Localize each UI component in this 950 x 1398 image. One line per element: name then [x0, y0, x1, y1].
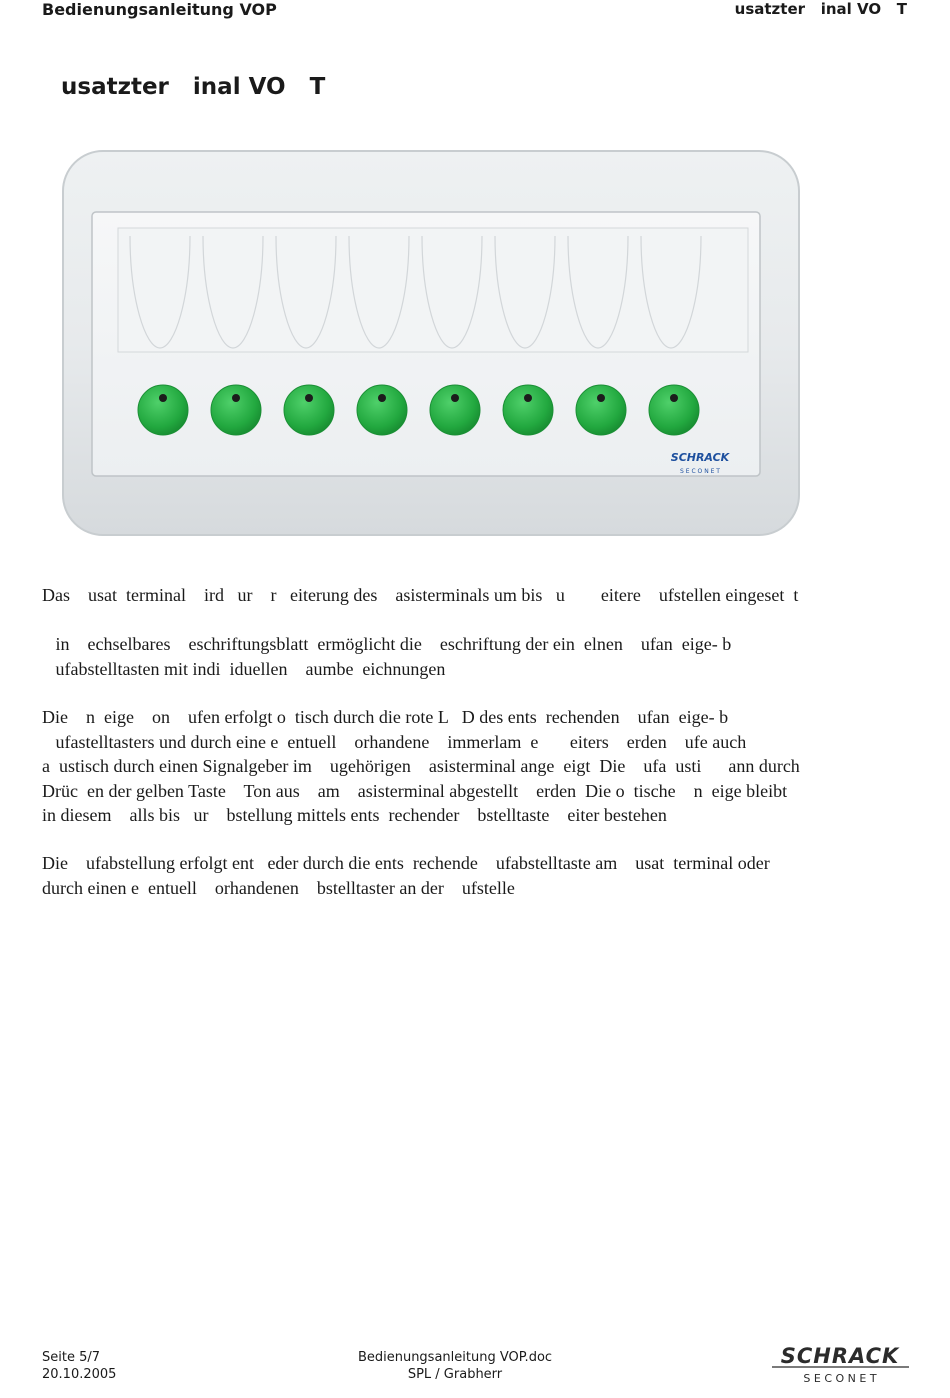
call-lamp-4[interactable] [357, 385, 407, 435]
red-led-7 [597, 394, 605, 402]
terminal-device-photo [60, 148, 802, 540]
lamp-button-5 [430, 385, 480, 435]
header-section-title: usatzter inal VO T [734, 0, 907, 18]
call-lamp-1[interactable] [138, 385, 188, 435]
call-lamp-6[interactable] [503, 385, 553, 435]
paragraph-call-display [42, 705, 922, 828]
red-led-8 [670, 394, 678, 402]
footer-page-info [42, 1349, 116, 1383]
paragraph-line: Drüc en der gelben Taste Ton aus am asisterminal abgestellt erden Die o tische n eige bleibt [42, 780, 788, 801]
lamp-button-2 [211, 385, 261, 435]
paragraph-line: in echselbares eschriftungsblatt ermöglicht die eschriftung der ein elnen ufan eige- b [42, 634, 732, 654]
lamp-button-8 [649, 385, 699, 435]
lamp-button-4 [357, 385, 407, 435]
paragraph-line: a ustisch durch einen Signalgeber im ugehörigen asisterminal ange eigt Die ufa usti ann durch [42, 756, 800, 776]
page-title: usatzter inal VO T [61, 74, 326, 100]
label-sheet-window [118, 228, 748, 352]
header-document-title: Bedienungsanleitung VOP [42, 0, 277, 19]
footer-page-number: Seite 5/7 [42, 1350, 101, 1365]
device-logo-seconet: S E C O N E T [680, 468, 720, 475]
paragraph-line: in diesem alls bis ur bstellung mittels ents rechender bstelltaste eiter bestehen [42, 805, 667, 825]
paragraph-line: Die ufabstellung erfolgt ent eder durch die ents rechende ufabstelltaste am usat terminal oder [42, 853, 770, 873]
lamp-button-6 [503, 385, 553, 435]
red-led-5 [451, 394, 459, 402]
logo-schrack-text: SCHRACK [780, 1344, 900, 1368]
paragraph-line: ufabstelltasten mit indi iduellen aumbe eichnungen [42, 658, 446, 679]
logo-seconet-text: S E C O N E T [803, 1372, 877, 1385]
footer-author: SPL / Grabherr [407, 1367, 503, 1382]
paragraph-call-cancel [42, 851, 922, 900]
red-led-2 [232, 394, 240, 402]
call-lamp-5[interactable] [430, 385, 480, 435]
paragraph-line: ufastelltasters und durch eine e entuell orhandene immerlam e eiters erden ufe auch [42, 731, 747, 752]
paragraph-label-sheet [42, 632, 922, 681]
schrack-logo [768, 1344, 913, 1388]
paragraph-intro [42, 583, 922, 608]
lamp-button-7 [576, 385, 626, 435]
paragraph-line: Die n eige on ufen erfolgt o tisch durch die rote L D des ents rechenden ufan eige- b [42, 707, 729, 727]
red-led-1 [159, 394, 167, 402]
paragraph-line: durch einen e entuell orhandenen bstelltaster an der ufstelle [42, 877, 515, 898]
paragraph-line: Das usat terminal ird ur r eiterung des asisterminals um bis u eitere ufstellen eingeset t [42, 585, 799, 605]
lamp-button-3 [284, 385, 334, 435]
call-lamp-2[interactable] [211, 385, 261, 435]
footer-filename: Bedienungsanleitung VOP.doc [357, 1350, 553, 1365]
footer-file-info [330, 1349, 580, 1383]
call-lamp-3[interactable] [284, 385, 334, 435]
lamp-button-1 [138, 385, 188, 435]
red-led-6 [524, 394, 532, 402]
device-logo-schrack: SCHRACK [670, 451, 730, 464]
footer-date: 20.10.2005 [42, 1367, 117, 1382]
call-lamp-8[interactable] [649, 385, 699, 435]
red-led-4 [378, 394, 386, 402]
red-led-3 [305, 394, 313, 402]
call-lamp-7[interactable] [576, 385, 626, 435]
